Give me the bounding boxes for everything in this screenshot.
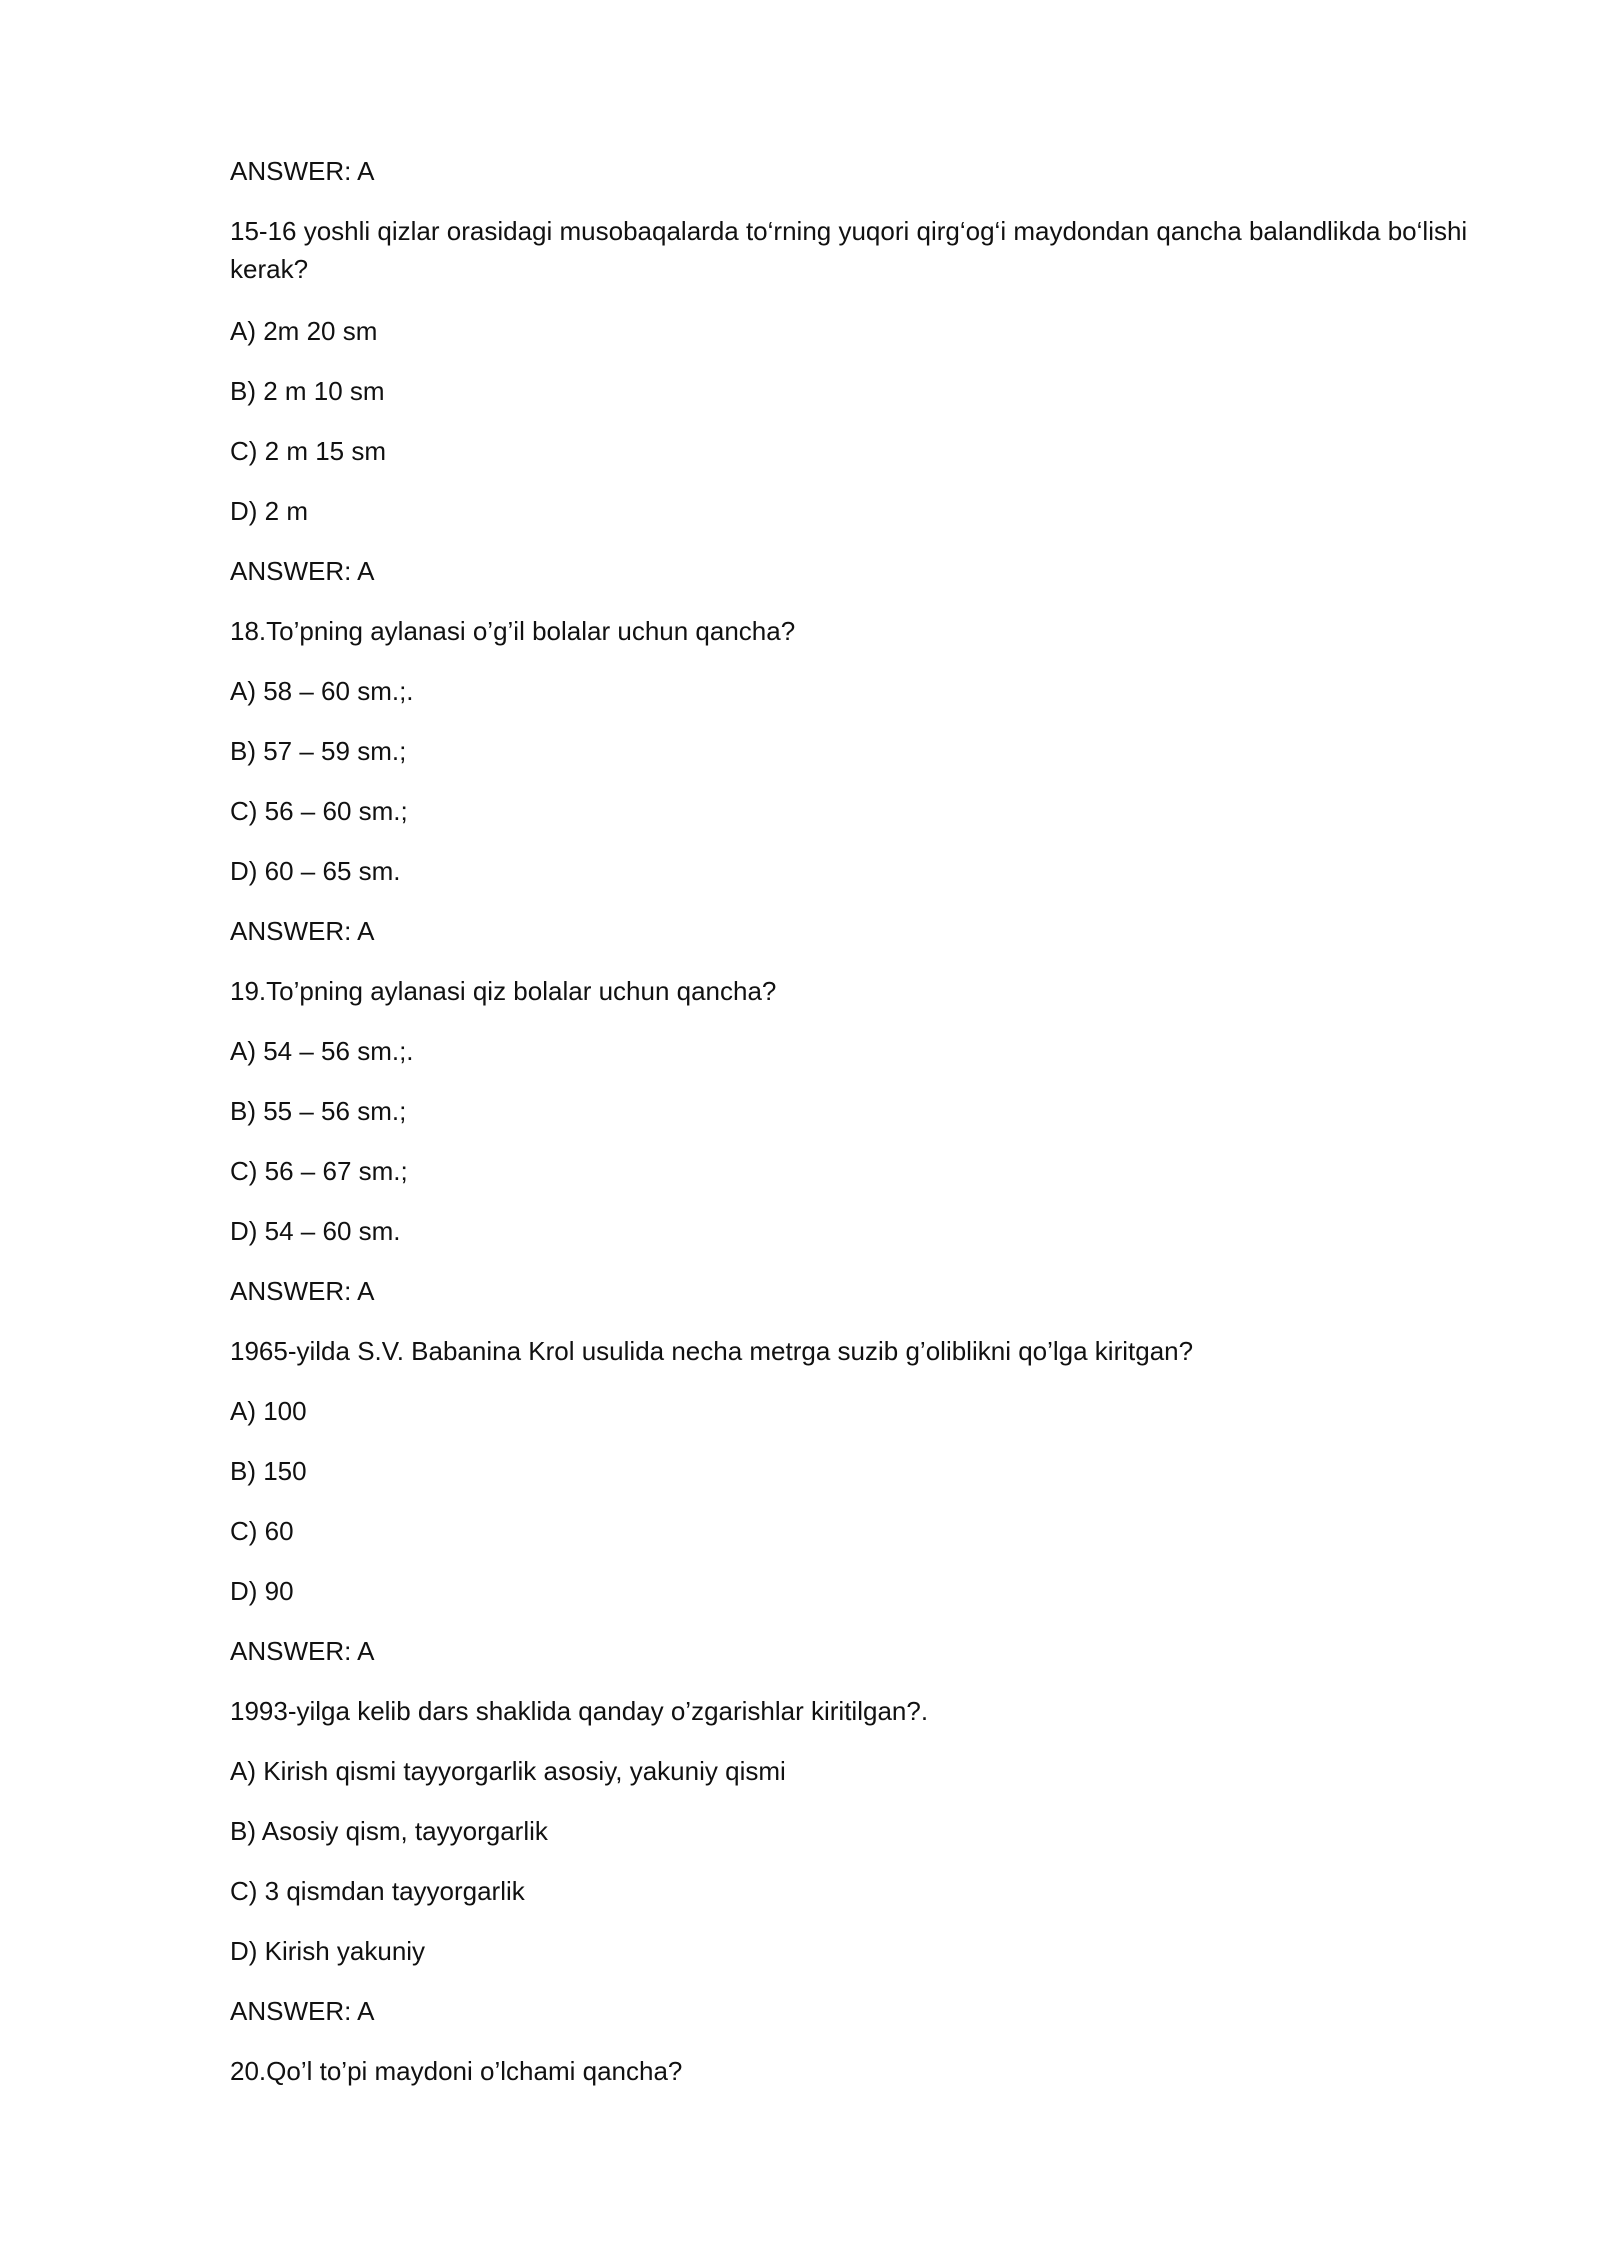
option-b: B) Asosiy qism, tayyorgarlik: [230, 1816, 548, 1846]
option-a: A) 100: [230, 1396, 307, 1426]
option-c: C) 56 – 60 sm.;: [230, 796, 408, 826]
option-b: B) 55 – 56 sm.;: [230, 1096, 407, 1126]
answer-line: ANSWER: A: [230, 556, 375, 586]
answer-line: ANSWER: A: [230, 156, 375, 186]
question-text: 1993-yilga kelib dars shaklida qanday o’zgarishlar kiritilgan?.: [230, 1696, 929, 1726]
answer-line: ANSWER: A: [230, 1276, 375, 1306]
option-b: B) 57 – 59 sm.;: [230, 736, 407, 766]
question-text: 15-16 yoshli qizlar orasidagi musobaqalarda to‘rning yuqori qirg‘og‘i maydondan qancha balandlikda bo‘lishi kerak?: [230, 216, 1468, 284]
option-d: D) 54 – 60 sm.: [230, 1216, 401, 1246]
option-c: C) 2 m 15 sm: [230, 436, 387, 466]
option-a: A) 2m 20 sm: [230, 316, 378, 346]
option-b: B) 150: [230, 1456, 307, 1486]
option-c: C) 3 qismdan tayyorgarlik: [230, 1876, 525, 1906]
answer-line: ANSWER: A: [230, 916, 375, 946]
option-d: D) Kirish yakuniy: [230, 1936, 426, 1966]
option-d: D) 2 m: [230, 496, 308, 526]
option-b: B) 2 m 10 sm: [230, 376, 385, 406]
option-a: A) 54 – 56 sm.;.: [230, 1036, 414, 1066]
question-text: 1965-yilda S.V. Babanina Krol usulida necha metrga suzib g’oliblikni qo’lga kiritgan?: [230, 1336, 1194, 1366]
option-c: C) 60: [230, 1516, 294, 1546]
option-a: A) 58 – 60 sm.;.: [230, 676, 414, 706]
option-d: D) 90: [230, 1576, 294, 1606]
answer-line: ANSWER: A: [230, 1636, 375, 1666]
question-text: 19.To’pning aylanasi qiz bolalar uchun qancha?: [230, 976, 777, 1006]
option-c: C) 56 – 67 sm.;: [230, 1156, 408, 1186]
option-a: A) Kirish qismi tayyorgarlik asosiy, yakuniy qismi: [230, 1756, 786, 1786]
answer-line: ANSWER: A: [230, 1996, 375, 2026]
question-text: 20.Qo’l to’pi maydoni o’lchami qancha?: [230, 2056, 683, 2086]
option-d: D) 60 – 65 sm.: [230, 856, 401, 886]
question-text: 18.To’pning aylanasi o’g’il bolalar uchun qancha?: [230, 616, 796, 646]
